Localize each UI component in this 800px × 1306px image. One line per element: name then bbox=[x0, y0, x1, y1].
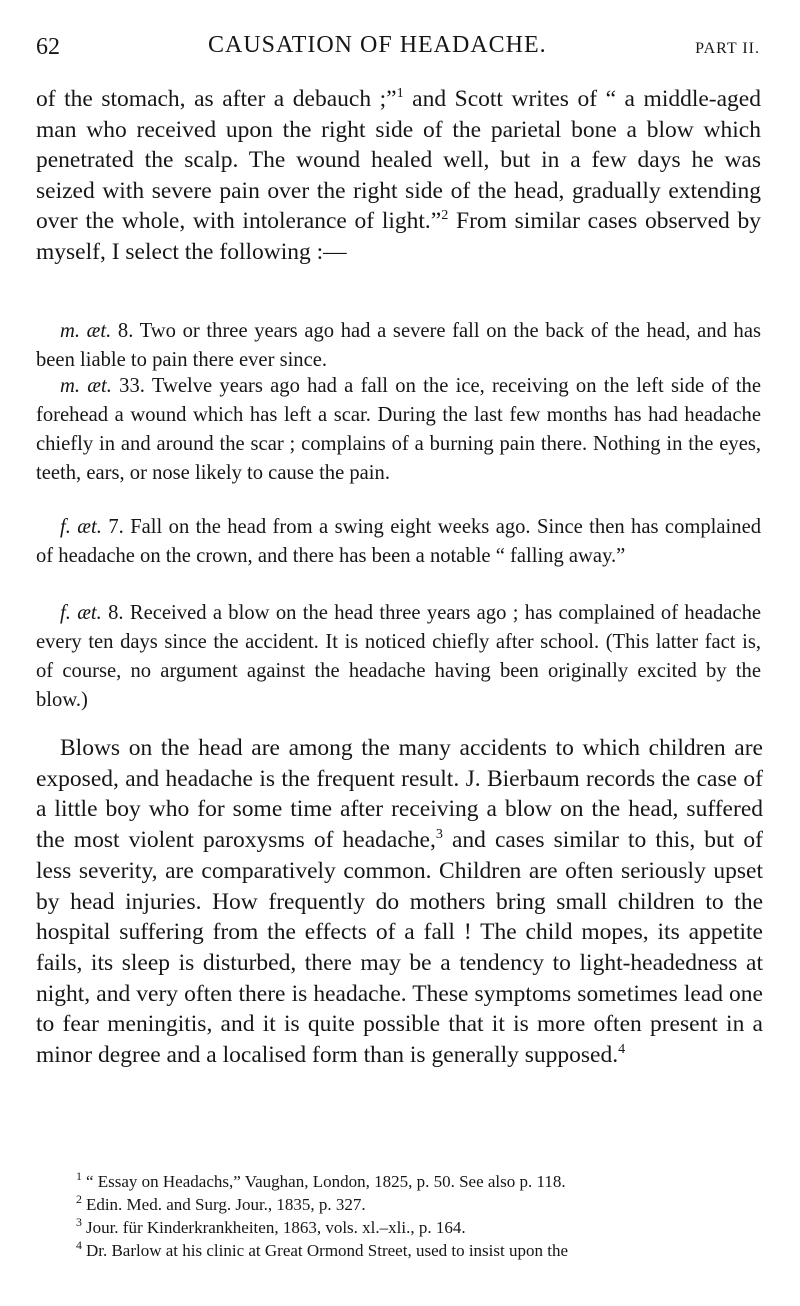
case-age: m. æt. bbox=[60, 320, 112, 342]
intro-text-c: From similar cases observed by myself, I select the following :— bbox=[36, 208, 761, 265]
footnote-ref-1: 1 bbox=[396, 85, 404, 102]
case-text: 8. Two or three years ago had a severe fall on the back of the head, and has been liable to pain there ever since. bbox=[36, 320, 761, 371]
case-age: f. æt. bbox=[60, 602, 102, 624]
case-entry bbox=[36, 599, 761, 715]
case-text: 8. Received a blow on the head three years ago ; has complained of headache every ten days since the accident. It is noticed chiefly after school. (This latter fact is, of course, no argument against the headache having been originally excited by the blow.) bbox=[36, 602, 762, 711]
main-paragraph bbox=[36, 733, 763, 1071]
footnote-4 bbox=[36, 1238, 766, 1261]
intro-text-b: and Scott writes of “ a middle-aged man who received upon the right side of the parietal bone a blow which penetrated the scalp. The wound healed well, but in a few days he was seized with severe pain over the right side of the head, gradually extending over the whole, with intolerance of light.” bbox=[36, 86, 761, 235]
case-age: f. æt. bbox=[60, 516, 102, 538]
footnote-text: Edin. Med. and Surg. Jour., 1835, p. 327. bbox=[85, 1195, 366, 1214]
case-text: 7. Fall on the head from a swing eight weeks ago. Since then has complained of headache on the crown, and there has been a notable “ falling away.” bbox=[36, 516, 762, 567]
footnote-ref-2: 2 bbox=[441, 207, 449, 224]
running-title: CAUSATION OF HEADACHE. bbox=[208, 32, 547, 58]
case-age: m. æt. bbox=[60, 375, 112, 397]
footnote-text: Jour. für Kinderkrankheiten, 1863, vols. xl.–xli., p. 164. bbox=[85, 1218, 466, 1237]
main-text-a: Blows on the head are among the many accidents to which children are exposed, and headache is the frequent result. J. Bierbaum records the case of a little boy who for some time after receiving a blow on the head, suffered the most violent paroxysms of headache, bbox=[36, 735, 763, 854]
case-text: 33. Twelve years ago had a fall on the ice, receiving on the left side of the forehead a wound which has left a scar. During the last few months has had headache chiefly in and around the scar ; complains of a burning pain there. Nothing in the eyes, teeth, ears, or nose likely to cause the pain. bbox=[36, 375, 761, 484]
intro-text-a: of the stomach, as after a debauch ;” bbox=[36, 86, 397, 112]
footnote-1 bbox=[36, 1169, 766, 1192]
case-entry bbox=[36, 513, 761, 571]
footnote-number: 1 bbox=[76, 1169, 82, 1184]
footnote-number: 2 bbox=[76, 1192, 82, 1207]
running-header bbox=[36, 28, 760, 72]
footnote-text: Dr. Barlow at his clinic at Great Ormond Street, used to insist upon the bbox=[85, 1241, 569, 1260]
case-entry bbox=[36, 317, 761, 375]
main-text-b: and cases similar to this, but of less severity, are comparatively common. Children are often seriously upset by head injuries. How frequently do mothers bring small children to the hospital suffering from the effects of a fall ! The child mopes, its appetite fails, its sleep is disturbed, there may be a tendency to light-headedness at night, and very often there is headache. These symptoms sometimes lead one to fear meningitis, and it is quite possible that it is more often present in a minor degree and a localised form than is generally supposed. bbox=[36, 827, 764, 1069]
footnote-number: 3 bbox=[76, 1215, 82, 1230]
part-label: PART II. bbox=[695, 40, 760, 57]
footnote-number: 4 bbox=[76, 1238, 82, 1253]
footnote-3 bbox=[36, 1215, 766, 1238]
page-number: 62 bbox=[36, 34, 60, 60]
case-entry bbox=[36, 372, 761, 488]
footnote-2 bbox=[36, 1192, 766, 1215]
intro-paragraph bbox=[36, 84, 761, 268]
footnote-ref-4: 4 bbox=[618, 1041, 626, 1058]
footnote-text: “ Essay on Headachs,” Vaughan, London, 1825, p. 50. See also p. 118. bbox=[85, 1172, 566, 1191]
footnote-ref-3: 3 bbox=[435, 826, 443, 843]
